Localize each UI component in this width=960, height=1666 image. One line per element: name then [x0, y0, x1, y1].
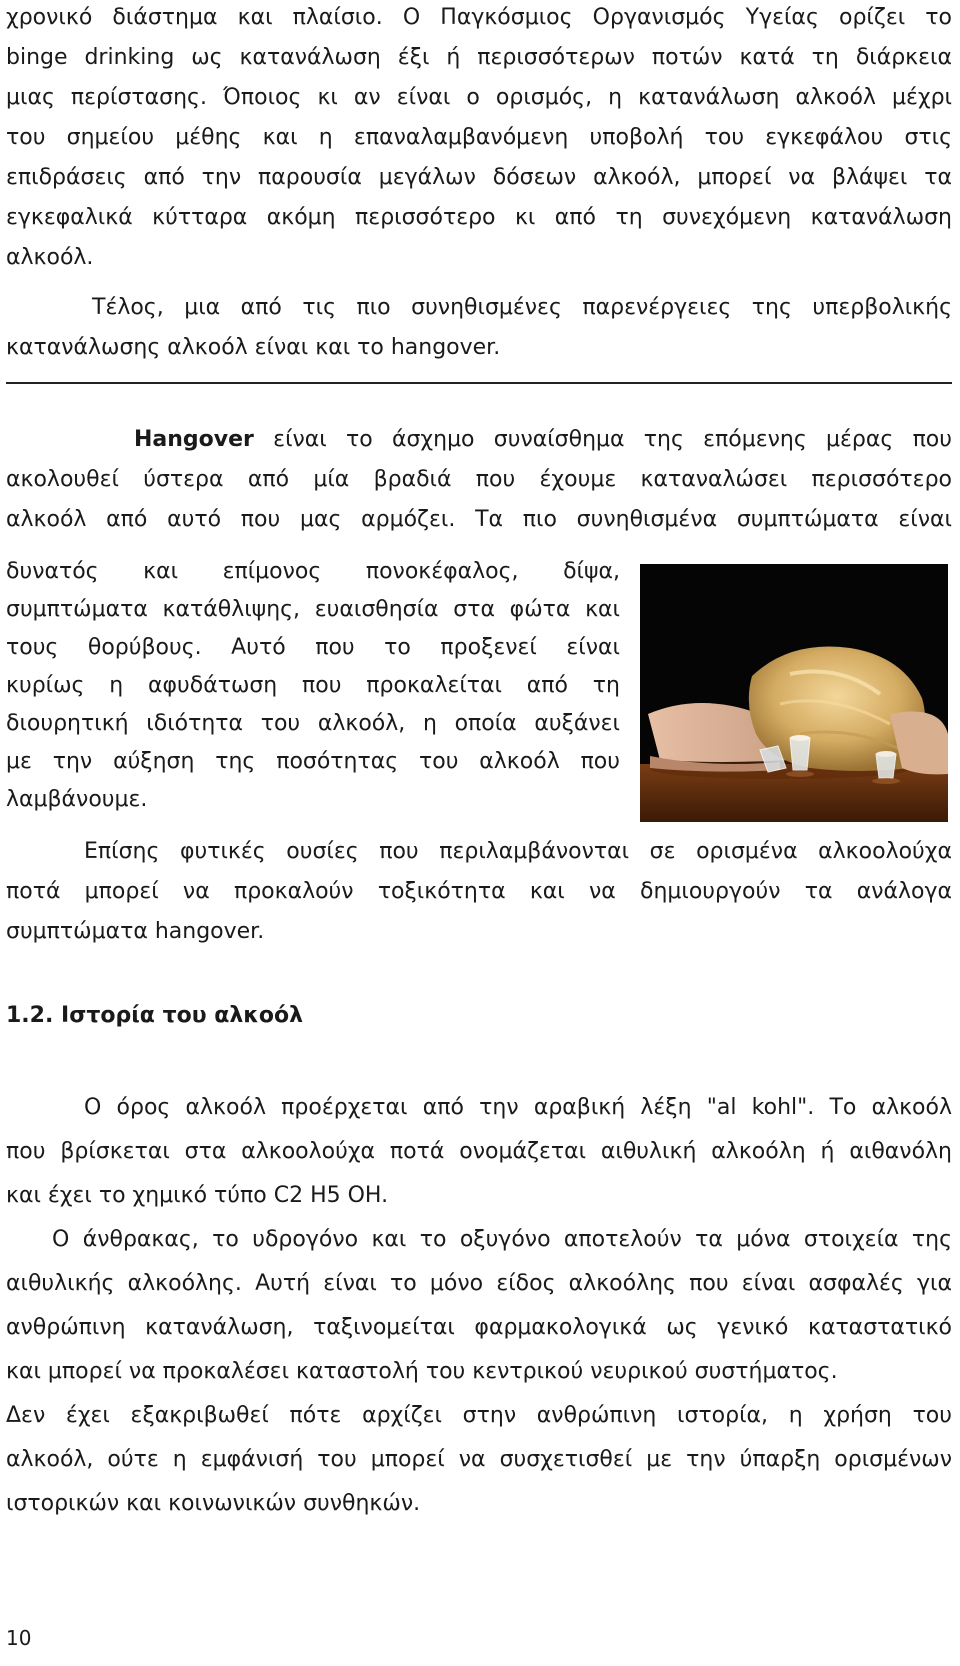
section-title: Ιστορία του αλκοόλ — [61, 1003, 304, 1028]
paragraph-line: ποτά μπορεί να προκαλούν τοξικότητα και να δημιουργούν τα ανάλογα — [6, 879, 952, 904]
paragraph-line: που βρίσκεται στα αλκοολούχα ποτά ονομάζεται αιθυλική αλκοόλη ή αιθανόλη — [6, 1139, 952, 1164]
hangover-term: Hangover — [134, 427, 254, 452]
paragraph-line: μιας περίστασης. Όποιος κι αν είναι ο ορισμός, η κατανάλωση αλκοόλ μέχρι — [6, 85, 952, 110]
wrapped-line: διουρητική ιδιότητα του αλκοόλ, η οποία αυξάνει — [6, 711, 620, 736]
paragraph-line: Τέλος, μια από τις πιο συνηθισμένες παρενέργειες της υπερβολικής — [92, 295, 952, 320]
paragraph-line: ιστορικών και κοινωνικών συνθηκών. — [6, 1491, 421, 1516]
paragraph-line: Ο όρος αλκοόλ προέρχεται από την αραβική λέξη "al kohl". Το αλκοόλ — [84, 1095, 952, 1120]
wrapped-line: λαμβάνουμε. — [6, 787, 148, 812]
page-number: 10 — [6, 1626, 32, 1650]
paragraph-line: αλκοόλ, ούτε η εμφάνισή του μπορεί να συσχετισθεί με την ύπαρξη ορισμένων — [6, 1447, 952, 1472]
wrapped-line: κυρίως η αφυδάτωση που προκαλείται από τη — [6, 673, 620, 698]
hangover-first-line: Hangover είναι το άσχημο συναίσθημα της επόμενης μέρας που — [134, 427, 952, 452]
paragraph-line: αιθυλικής αλκοόλης. Αυτή είναι το μόνο είδος αλκοόλης που είναι ασφαλές για — [6, 1271, 952, 1296]
horizontal-rule — [6, 382, 952, 384]
paragraph-line: Επίσης φυτικές ουσίες που περιλαμβάνονται σε ορισμένα αλκοολούχα — [84, 839, 952, 864]
wrapped-line: με την αύξηση της ποσότητας του αλκοόλ που — [6, 749, 620, 774]
paragraph-line: ανθρώπινη κατανάλωση, ταξινομείται φαρμακολογικά ως γενικό καταστατικό — [6, 1315, 952, 1340]
paragraph-line: Δεν έχει εξακριβωθεί πότε αρχίζει στην ανθρώπινη ιστορία, η χρήση του — [6, 1403, 952, 1428]
paragraph-line: και έχει το χημικό τύπο C2 H5 OH. — [6, 1183, 389, 1208]
wrapped-line: τους θορύβους. Αυτό που το προξενεί είναι — [6, 635, 620, 660]
paragraph-line: ακολουθεί ύστερα από μία βραδιά που έχουμε καταναλώσει περισσότερο — [6, 467, 952, 492]
section-number: 1.2. — [6, 1003, 54, 1028]
paragraph-line: αλκοόλ. — [6, 245, 94, 270]
paragraph-line: αλκοόλ από αυτό που μας αρμόζει. Τα πιο συνηθισμένα συμπτώματα είναι — [6, 507, 952, 532]
paragraph-line: binge drinking ως κατανάλωση έξι ή περισσότερων ποτών κατά τη διάρκεια — [6, 45, 952, 70]
section-heading — [6, 1000, 952, 1032]
paragraph-line: κατανάλωσης αλκοόλ είναι και το hangover. — [6, 335, 501, 360]
paragraph-line: χρονικό διάστημα και πλαίσιο. Ο Παγκόσμιος Οργανισμός Υγείας ορίζει το — [6, 5, 952, 30]
paragraph-line: Ο άνθρακας, το υδρογόνο και το οξυγόνο αποτελούν τα μόνα στοιχεία της — [52, 1227, 952, 1252]
paragraph-line: και μπορεί να προκαλέσει καταστολή του κεντρικού νευρικού συστήματος. — [6, 1359, 838, 1384]
hangover-photo — [640, 564, 948, 822]
wrapped-line: συμπτώματα κατάθλιψης, ευαισθησία στα φώτα και — [6, 597, 620, 622]
wrapped-line: δυνατός και επίμονος πονοκέφαλος, δίψα, — [6, 559, 620, 584]
paragraph-line: συμπτώματα hangover. — [6, 919, 265, 944]
paragraph-line: του σημείου μέθης και η επαναλαμβανόμενη υποβολή του εγκεφάλου στις — [6, 125, 952, 150]
paragraph-line: επιδράσεις από την παρουσία μεγάλων δόσεων αλκοόλ, μπορεί να βλάψει τα — [6, 165, 952, 190]
paragraph-line: εγκεφαλικά κύτταρα ακόμη περισσότερο κι από τη συνεχόμενη κατανάλωση — [6, 205, 952, 230]
